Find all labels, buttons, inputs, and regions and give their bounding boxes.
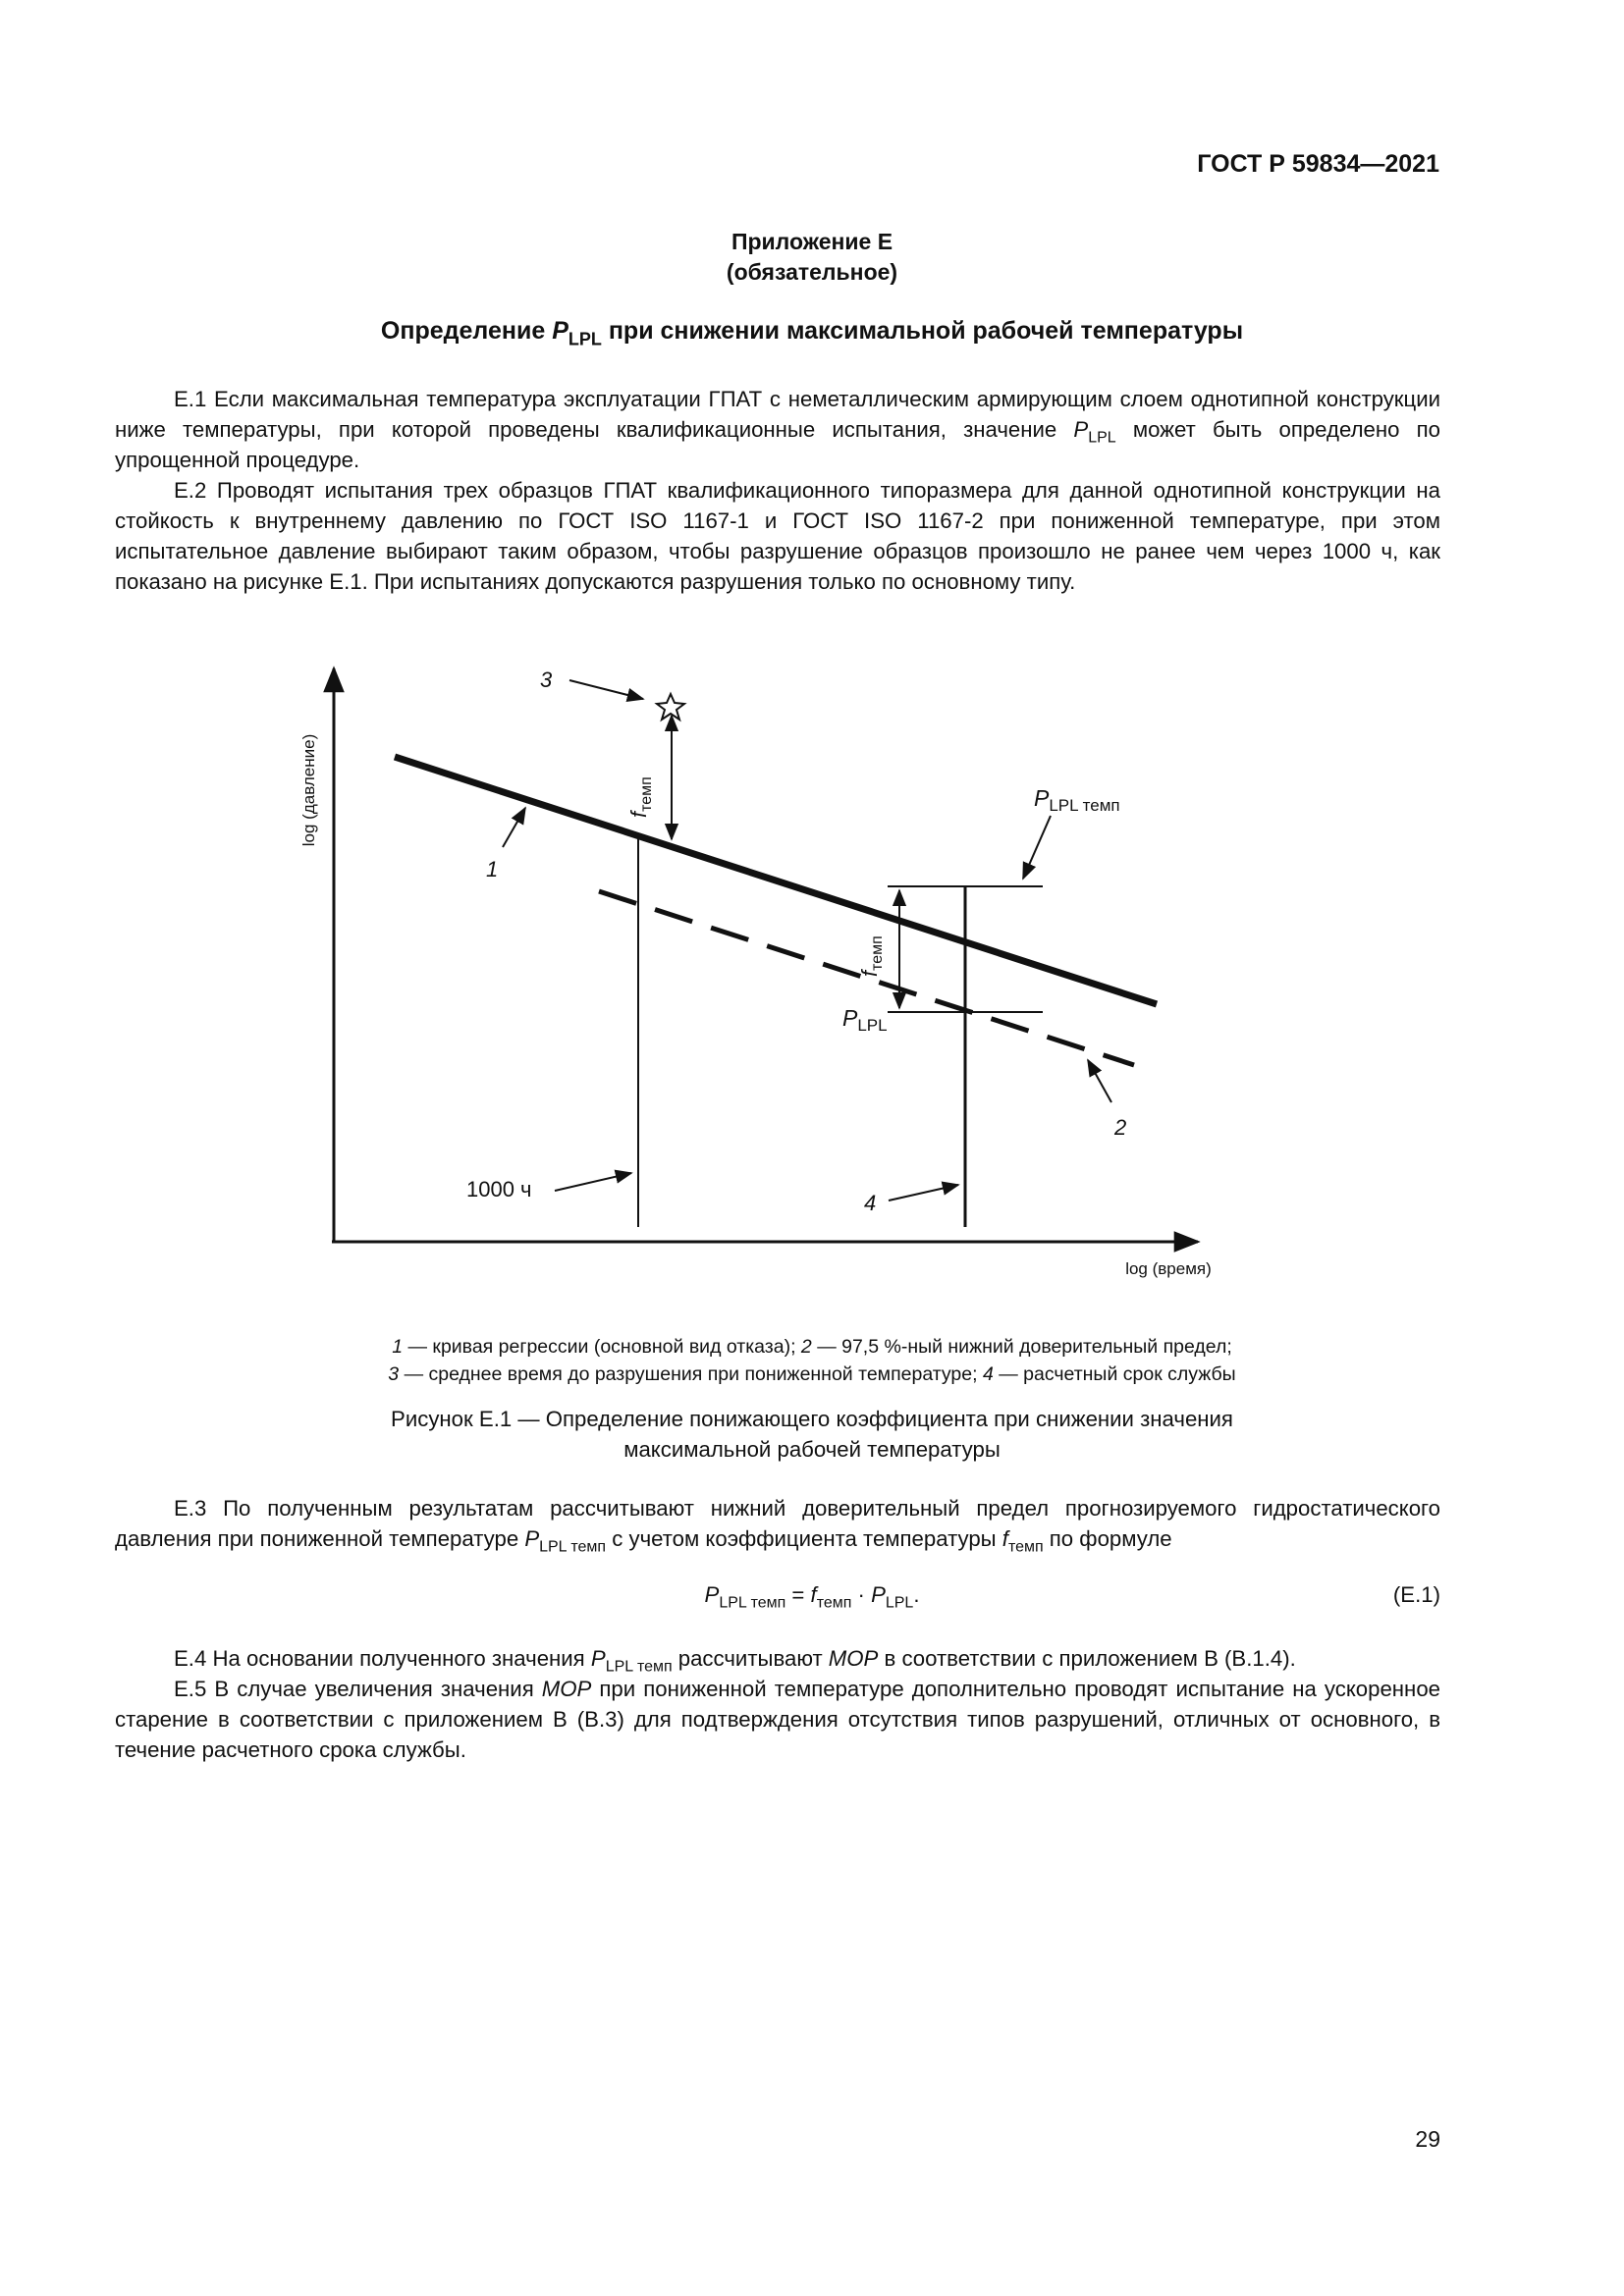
title-subscript: LPL <box>568 329 602 349</box>
appendix-status: (обязательное) <box>726 259 898 285</box>
e3-text-1: Е.3 По полученным результатам рассчитывают нижний доверительный предел прогнозируемого гидростатического давления при пониженной температуре <box>115 1496 1440 1551</box>
page-number: 29 <box>1415 2126 1440 2152</box>
e5-text-1: Е.5 В случае увеличения значения <box>174 1677 542 1701</box>
label-ftemp-upper: fтемп <box>626 776 655 818</box>
e4-text-1: Е.4 На основании полученного значения <box>174 1646 591 1671</box>
legend-line-2 <box>0 1361 1624 1388</box>
legend-text-2: — 97,5 %-ный нижний доверительный предел; <box>811 1336 1232 1358</box>
title-suffix: при снижении максимальной рабочей температуры <box>601 317 1244 345</box>
figure-caption <box>0 1404 1624 1465</box>
legend-num-2: 2 <box>800 1336 812 1358</box>
e1-text-1: Е.1 Если максимальная температура эксплуатации ГПАТ с неметаллическим армирующим слоем однотипной конструкции ниже температуры, при которой проведены квалификационные испытания, значение <box>115 387 1440 442</box>
appendix-heading <box>0 227 1624 288</box>
appendix-label: Приложение Е <box>731 229 893 254</box>
formula-e1 <box>0 1582 1624 1612</box>
e4-mop: MOP <box>828 1646 879 1671</box>
e4-text-3: в соответствии с приложением В (В.1.4). <box>878 1646 1296 1671</box>
e4-text-2: рассчитывают <box>672 1646 829 1671</box>
label-ftemp-lower: fтемп <box>857 935 886 977</box>
caption-line-2: максимальной рабочей температуры <box>623 1437 1001 1462</box>
document-id: ГОСТ Р 59834—2021 <box>1197 150 1439 178</box>
paragraph-e1 <box>115 384 1440 475</box>
x-axis-label: log (время) <box>1125 1259 1212 1278</box>
legend-text-1: — кривая регрессии (основной вид отказа); <box>403 1336 801 1358</box>
e4-subscript: LPL темп <box>605 1658 673 1676</box>
section-title <box>0 317 1624 349</box>
label-4: 4 <box>864 1191 877 1215</box>
title-prefix: Определение <box>380 317 553 345</box>
figure-legend <box>0 1333 1624 1388</box>
formula-f-symbol: f <box>810 1582 817 1607</box>
e5-mop: MOP <box>541 1677 592 1701</box>
e1-symbol: P <box>1073 417 1089 442</box>
pointer-1 <box>503 808 525 847</box>
label-plpl: PLPL <box>842 1005 888 1035</box>
paragraph-e5 <box>115 1674 1440 1765</box>
label-2: 2 <box>1114 1115 1127 1140</box>
pointer-1000h <box>555 1173 631 1191</box>
e4-symbol: P <box>590 1646 606 1671</box>
e1-text-2: может быть определено по упрощенной процедуре. <box>115 417 1440 472</box>
legend-num-4: 4 <box>982 1363 994 1385</box>
label-3: 3 <box>540 667 553 692</box>
label-1: 1 <box>486 857 499 881</box>
legend-num-3: 3 <box>388 1363 400 1385</box>
formula-lhs-symbol: P <box>704 1582 720 1607</box>
paragraph-e2: Е.2 Проводят испытания трех образцов ГПАТ квалификационного типоразмера для данной однотипной конструкции на стойкость к внутреннему давлению по ГОСТ ISO 1167-1 и ГОСТ ISO 1167-2 при пониженной температуре, при этом испытательное давление выбирают таким образом, чтобы разрушение образцов произошло не ранее чем через 1000 ч, как показано на рисунке Е.1. При испытаниях допускаются разрушения только по основному типу. <box>115 478 1440 594</box>
formula-f-subscript: темп <box>816 1594 852 1612</box>
legend-num-1: 1 <box>392 1336 404 1358</box>
e5-text-2: при пониженной температуре дополнительно проводят испытание на ускоренное старение в соответствии с приложением В (В.3) для подтверждения отсутствия типов разрушений, отличных от основного, в течение расчетного срока службы. <box>115 1677 1440 1762</box>
paragraph-e3 <box>115 1493 1440 1554</box>
formula-lhs-subscript: LPL темп <box>719 1594 786 1612</box>
formula-end: . <box>913 1582 920 1607</box>
pointer-plpl-temp <box>1023 816 1051 879</box>
equation-number: (Е.1) <box>1392 1582 1440 1607</box>
e3-text-3: по формуле <box>1043 1526 1172 1551</box>
pointer-3 <box>569 680 643 699</box>
legend-line-1 <box>0 1333 1624 1361</box>
paragraph-e4 <box>115 1643 1440 1674</box>
y-axis-label: log (давление) <box>299 733 318 847</box>
figure-e1 <box>275 633 1257 1291</box>
e3-subscript-1: LPL темп <box>539 1538 607 1556</box>
pointer-2 <box>1088 1060 1111 1102</box>
formula-dot: · <box>851 1582 872 1607</box>
pointer-4 <box>889 1185 958 1201</box>
legend-text-3: — среднее время до разрушения при пониженной температуре; <box>399 1363 983 1385</box>
e3-text-2: с учетом коэффициента температуры <box>606 1526 1002 1551</box>
label-plpl-temp: PLPL темп <box>1034 785 1120 815</box>
label-1000h: 1000 ч <box>466 1177 532 1201</box>
title-symbol: P <box>552 317 568 345</box>
e3-symbol-2: f <box>1001 1526 1008 1551</box>
formula-p-subscript: LPL <box>885 1594 914 1612</box>
legend-text-4: — расчетный срок службы <box>993 1363 1236 1385</box>
formula-p-symbol: P <box>871 1582 886 1607</box>
caption-line-1: Рисунок Е.1 — Определение понижающего коэффициента при снижении значения <box>391 1407 1233 1431</box>
formula-equals: = <box>785 1582 811 1607</box>
confidence-limit-line <box>599 891 1134 1065</box>
e3-symbol-1: P <box>524 1526 540 1551</box>
e1-subscript: LPL <box>1088 429 1116 447</box>
e3-subscript-2: темп <box>1007 1538 1044 1556</box>
